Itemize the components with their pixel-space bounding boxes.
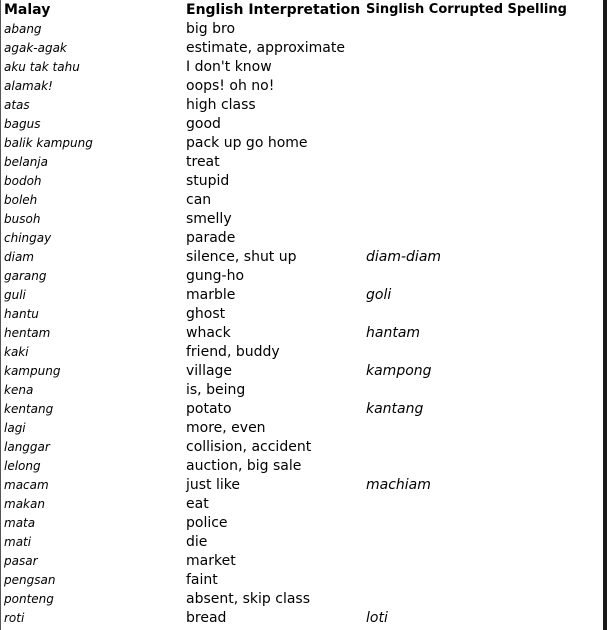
table-row: [3, 247, 603, 266]
table-row: [3, 456, 603, 475]
malay-cell: guli: [4, 287, 26, 302]
singlish-cell: [365, 589, 603, 608]
singlish-cell: [365, 38, 603, 57]
singlish-cell: [365, 95, 603, 114]
table-row: [3, 589, 603, 608]
english-cell: potato: [186, 400, 232, 417]
singlish-cell: [365, 456, 603, 475]
table-row: [3, 323, 603, 342]
table-row: [3, 418, 603, 437]
english-cell: die: [186, 533, 208, 550]
singlish-cell: diam-diam: [366, 248, 442, 265]
malay-cell: diam: [4, 249, 34, 264]
malay-cell: pasar: [4, 553, 38, 568]
english-cell: village: [186, 362, 233, 379]
header-singlish: Singlish Corrupted Spelling: [366, 2, 567, 17]
table-row: [3, 342, 603, 361]
table-row: [3, 190, 603, 209]
english-cell: is, being: [186, 381, 246, 398]
english-cell: collision, accident: [186, 438, 312, 455]
table-row: [3, 228, 603, 247]
table-row: [3, 532, 603, 551]
malay-cell: bodoh: [4, 173, 42, 188]
table-row: [3, 114, 603, 133]
singlish-cell: kampong: [366, 362, 432, 379]
table-row: [3, 133, 603, 152]
singlish-cell: [365, 532, 603, 551]
malay-cell: busoh: [4, 211, 41, 226]
malay-cell: chingay: [4, 230, 52, 245]
english-cell: big bro: [186, 20, 236, 37]
singlish-cell: hantam: [366, 324, 421, 341]
english-cell: pack up go home: [186, 134, 308, 151]
table-row: [3, 551, 603, 570]
singlish-cell: [365, 513, 603, 532]
table-row: [3, 285, 603, 304]
table-row: [3, 304, 603, 323]
singlish-cell: machiam: [366, 476, 431, 493]
singlish-cell: [365, 228, 603, 247]
english-cell: I don't know: [186, 58, 272, 75]
english-cell: auction, big sale: [186, 457, 302, 474]
singlish-cell: [365, 551, 603, 570]
malay-cell: mata: [4, 515, 36, 530]
singlish-cell: [365, 76, 603, 95]
table-row: [3, 19, 603, 38]
malay-cell: alamak!: [4, 78, 53, 93]
english-cell: estimate, approximate: [186, 39, 345, 56]
malay-cell: boleh: [4, 192, 38, 207]
singlish-cell: [365, 304, 603, 323]
english-cell: gung-ho: [186, 267, 245, 284]
malay-cell: agak-agak: [4, 40, 67, 55]
glossary-table: [3, 0, 603, 627]
singlish-cell: [365, 418, 603, 437]
english-cell: marble: [186, 286, 236, 303]
table-row: [3, 38, 603, 57]
table-row: [3, 513, 603, 532]
header-malay: Malay: [4, 1, 51, 18]
malay-cell: aku tak tahu: [4, 59, 80, 74]
header-english: English Interpretation: [186, 1, 361, 18]
singlish-cell: [365, 342, 603, 361]
malay-cell: hentam: [4, 325, 51, 340]
english-cell: good: [186, 115, 221, 132]
singlish-cell: [365, 114, 603, 133]
english-cell: high class: [186, 96, 256, 113]
english-cell: stupid: [186, 172, 230, 189]
table-row: [3, 475, 603, 494]
singlish-cell: [365, 209, 603, 228]
english-cell: absent, skip class: [186, 590, 311, 607]
malay-cell: roti: [4, 610, 25, 625]
singlish-cell: kantang: [366, 400, 424, 417]
singlish-cell: [365, 570, 603, 589]
english-cell: silence, shut up: [186, 248, 297, 265]
english-cell: smelly: [186, 210, 232, 227]
table-row: [3, 494, 603, 513]
english-cell: more, even: [186, 419, 266, 436]
malay-cell: macam: [4, 477, 49, 492]
malay-cell: langgar: [4, 439, 50, 454]
table-row: [3, 266, 603, 285]
malay-cell: balik kampung: [4, 135, 93, 150]
malay-cell: mati: [4, 534, 32, 549]
malay-cell: lelong: [4, 458, 41, 473]
malay-cell: garang: [4, 268, 47, 283]
malay-cell: kampung: [4, 363, 61, 378]
singlish-cell: [365, 380, 603, 399]
english-cell: faint: [186, 571, 218, 588]
table-row: [3, 76, 603, 95]
malay-cell: kena: [4, 382, 34, 397]
english-cell: can: [186, 191, 212, 208]
singlish-cell: [365, 266, 603, 285]
english-cell: treat: [186, 153, 220, 170]
malay-cell: kaki: [4, 344, 29, 359]
english-cell: oops! oh no!: [186, 77, 275, 94]
table-row: [3, 209, 603, 228]
english-cell: market: [186, 552, 236, 569]
malay-cell: lagi: [4, 420, 26, 435]
singlish-cell: [365, 437, 603, 456]
malay-cell: ponteng: [4, 591, 54, 606]
malay-cell: makan: [4, 496, 45, 511]
malay-cell: bagus: [4, 116, 41, 131]
malay-cell: belanja: [4, 154, 48, 169]
table-row: [3, 437, 603, 456]
english-cell: just like: [186, 476, 240, 493]
table-row: [3, 361, 603, 380]
singlish-cell: [365, 133, 603, 152]
table-row: [3, 152, 603, 171]
singlish-cell: [365, 494, 603, 513]
english-cell: bread: [186, 609, 227, 626]
english-cell: friend, buddy: [186, 343, 280, 360]
table-row: [3, 57, 603, 76]
malay-cell: abang: [4, 21, 42, 36]
singlish-cell: loti: [366, 609, 388, 626]
table-row: [3, 171, 603, 190]
table-row: [3, 608, 603, 627]
table-row: [3, 570, 603, 589]
english-cell: whack: [186, 324, 231, 341]
singlish-cell: goli: [366, 286, 392, 303]
singlish-cell: [365, 19, 603, 38]
malay-cell: kentang: [4, 401, 54, 416]
singlish-cell: [365, 190, 603, 209]
table-row: [3, 399, 603, 418]
malay-cell: hantu: [4, 306, 39, 321]
english-cell: police: [186, 514, 228, 531]
english-cell: ghost: [186, 305, 226, 322]
english-cell: parade: [186, 229, 236, 246]
header-row: [3, 0, 603, 19]
malay-cell: atas: [4, 97, 30, 112]
singlish-cell: [365, 171, 603, 190]
malay-cell: pengsan: [4, 572, 56, 587]
singlish-cell: [365, 152, 603, 171]
table-row: [3, 95, 603, 114]
singlish-cell: [365, 57, 603, 76]
table-row: [3, 380, 603, 399]
english-cell: eat: [186, 495, 209, 512]
